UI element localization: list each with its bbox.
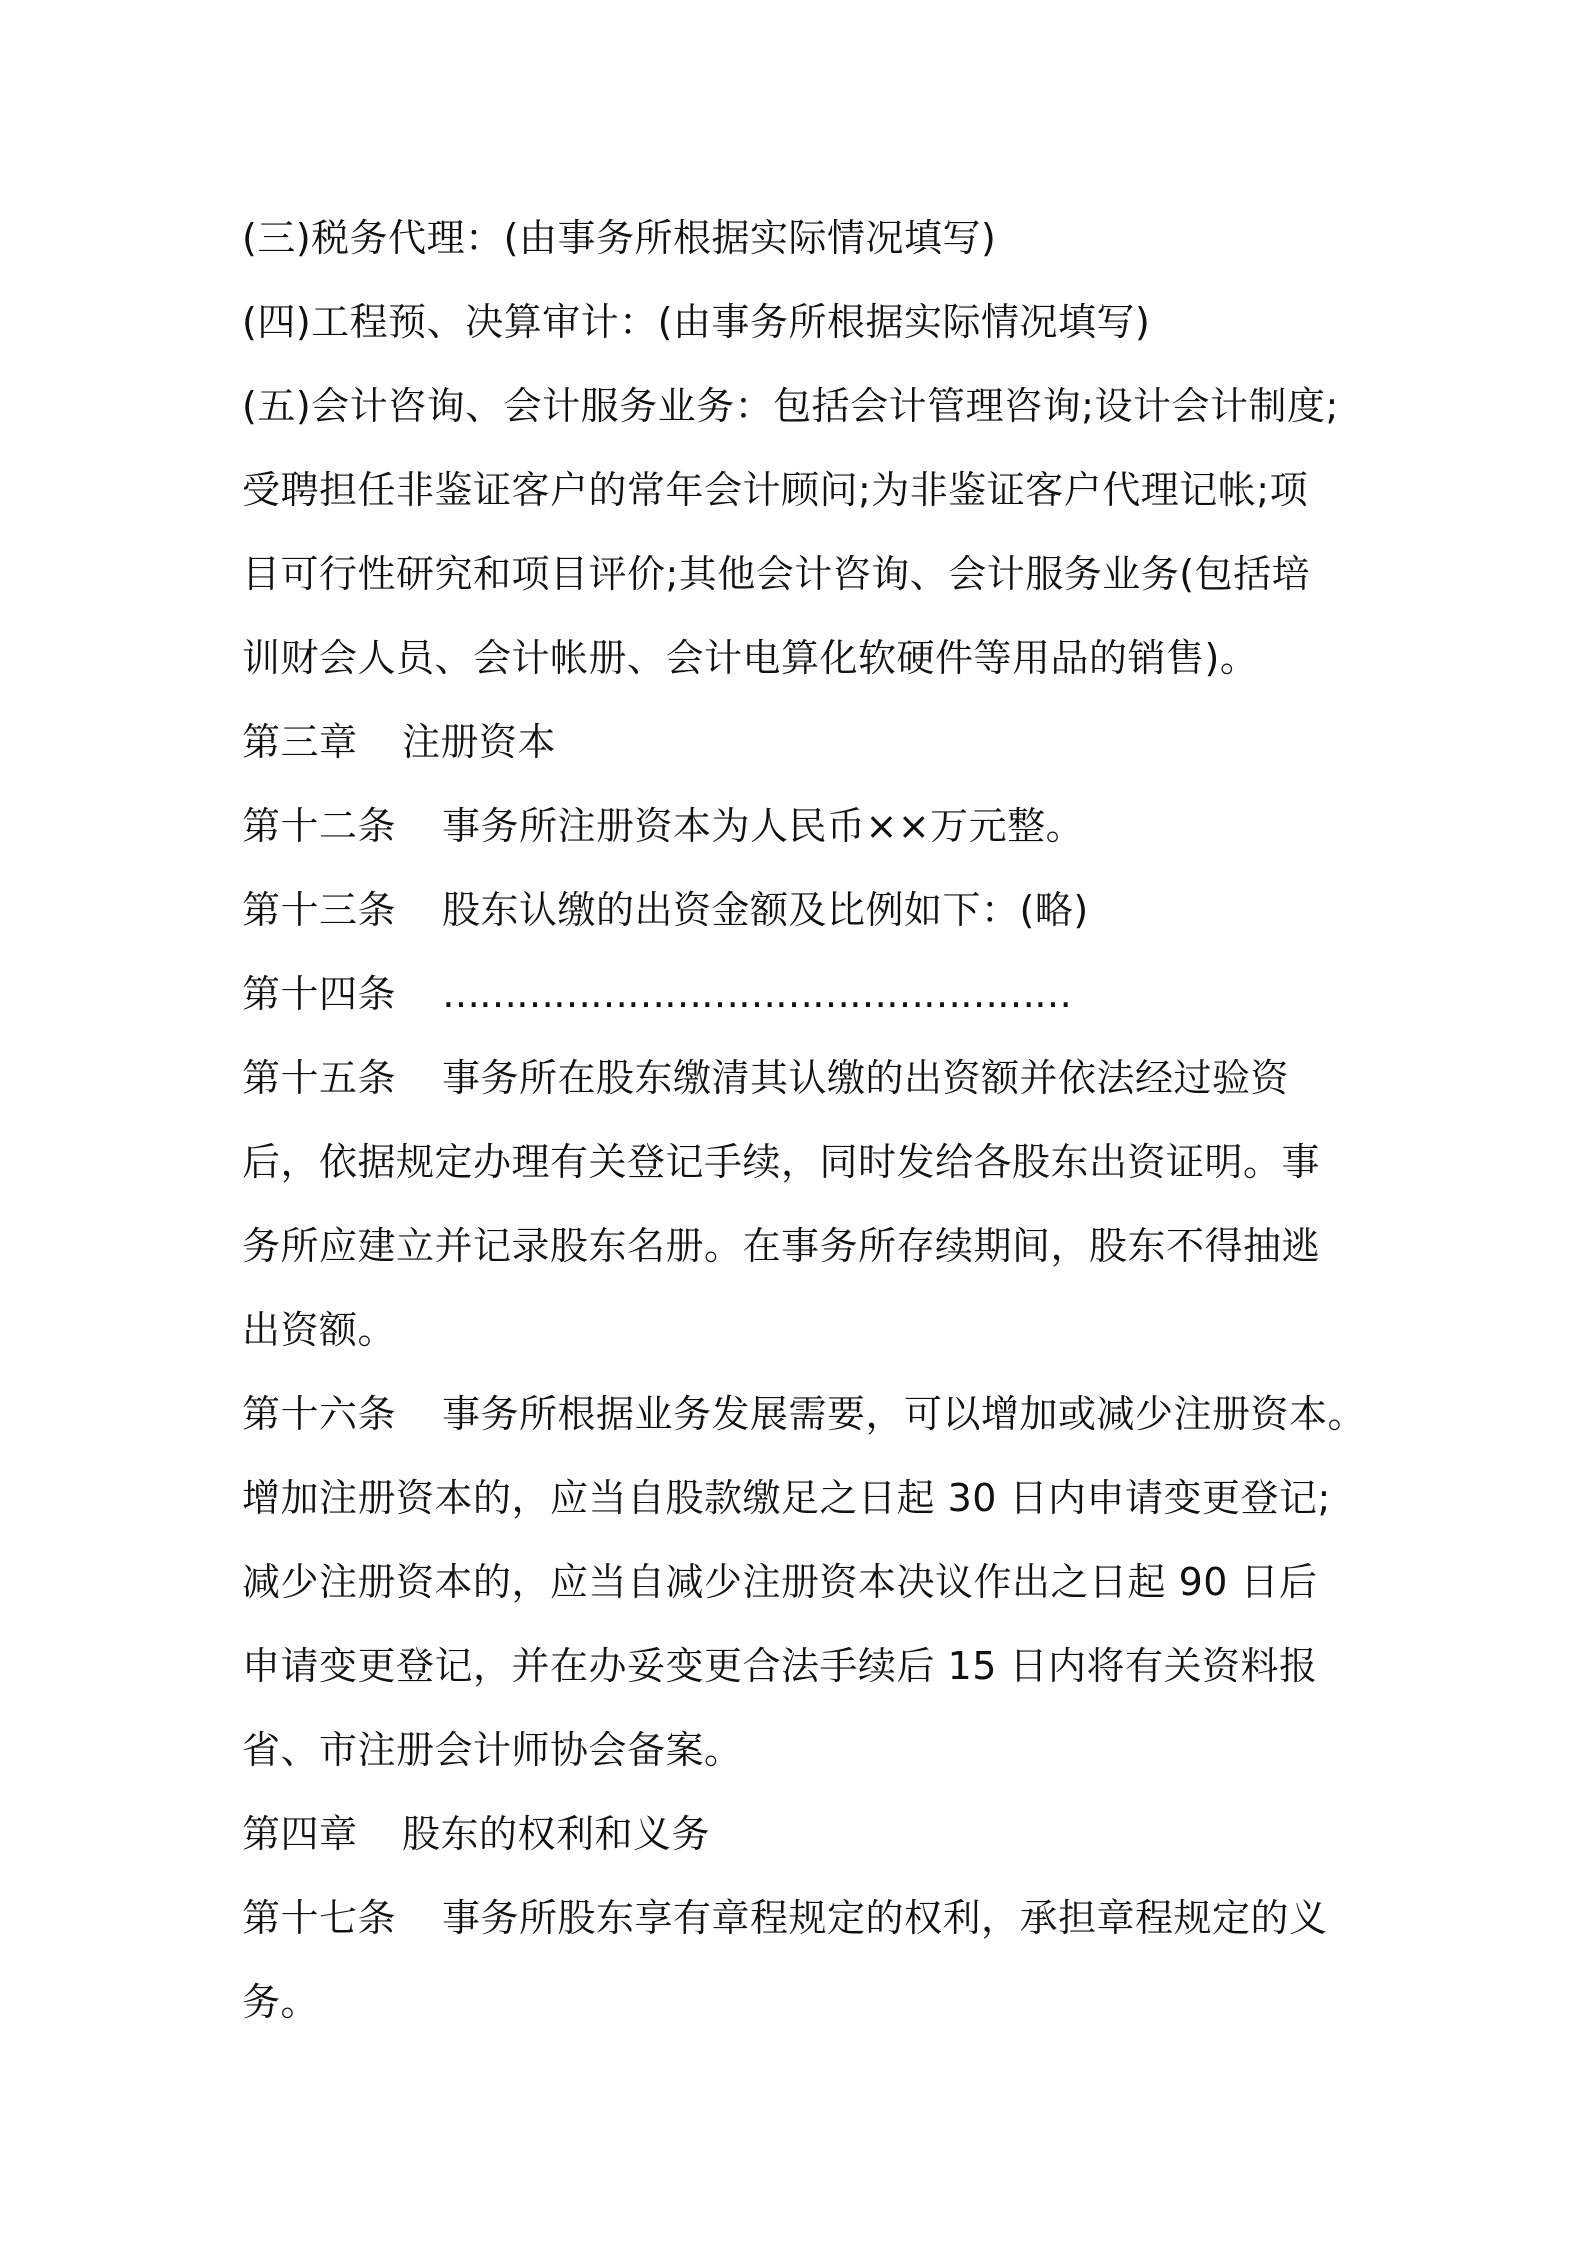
line-text: 务所应建立并记录股东名册。在事务所存续期间，股东不得抽逃 [242, 1224, 1321, 1268]
chapter-title: 注册资本 [402, 720, 557, 764]
chapter-title: 股东的权利和义务 [402, 1812, 711, 1856]
article-14 [242, 952, 1392, 1036]
article-number: 第十三条 [242, 888, 397, 932]
article-number: 第十四条 [242, 972, 397, 1016]
line-text: 增加注册资本的，应当自股款缴足之日起 30 日内申请变更登记; [242, 1476, 1331, 1520]
line-text: 出资额。 [242, 1308, 397, 1352]
paragraph-line [242, 1624, 1392, 1708]
article-17 [242, 1876, 1392, 1960]
clause-engineering-audit [242, 280, 1392, 364]
article-text: 事务所股东享有章程规定的权利，承担章程规定的义 [442, 1896, 1328, 1940]
line-text: 后，依据规定办理有关登记手续，同时发给各股东出资证明。事 [242, 1140, 1321, 1184]
line-text: 省、市注册会计师协会备案。 [242, 1728, 743, 1772]
paragraph-line [242, 1456, 1392, 1540]
article-text: 股东认缴的出资金额及比例如下：(略) [442, 888, 1089, 932]
line-text: (四)工程预、决算审计：(由事务所根据实际情况填写) [242, 300, 1151, 344]
line-text: (五)会计咨询、会计服务业务：包括会计管理咨询;设计会计制度; [242, 384, 1339, 428]
article-15 [242, 1036, 1392, 1120]
article-number: 第十二条 [242, 804, 397, 848]
chapter-number: 第三章 [242, 720, 358, 764]
article-16 [242, 1372, 1392, 1456]
article-text: 事务所注册资本为人民币××万元整。 [442, 804, 1085, 848]
paragraph-line [242, 616, 1392, 700]
article-ellipsis: …………………………………………… [442, 972, 1071, 1016]
line-text: 减少注册资本的，应当自减少注册资本决议作出之日起 90 日后 [242, 1560, 1318, 1604]
article-number: 第十六条 [242, 1392, 397, 1436]
article-number: 第十七条 [242, 1896, 397, 1940]
chapter-heading [242, 1792, 1392, 1876]
line-text: 受聘担任非鉴证客户的常年会计顾问;为非鉴证客户代理记帐;项 [242, 468, 1309, 512]
document-body [242, 196, 1392, 2044]
paragraph-line [242, 1708, 1392, 1792]
paragraph-line [242, 532, 1392, 616]
clause-accounting-consulting [242, 364, 1392, 448]
line-text: 训财会人员、会计帐册、会计电算化软硬件等用品的销售)。 [242, 636, 1259, 680]
line-text: (三)税务代理：(由事务所根据实际情况填写) [242, 216, 997, 260]
paragraph-line [242, 448, 1392, 532]
paragraph-line [242, 1120, 1392, 1204]
article-text: 事务所在股东缴清其认缴的出资额并依法经过验资 [442, 1056, 1290, 1100]
line-text: 目可行性研究和项目评价;其他会计咨询、会计服务业务(包括培 [242, 552, 1311, 596]
paragraph-line [242, 1960, 1392, 2044]
chapter-number: 第四章 [242, 1812, 358, 1856]
paragraph-line [242, 1288, 1392, 1372]
article-13 [242, 868, 1392, 952]
article-text: 事务所根据业务发展需要，可以增加或减少注册资本。 [442, 1392, 1367, 1436]
paragraph-line [242, 1204, 1392, 1288]
paragraph-line [242, 1540, 1392, 1624]
chapter-heading [242, 700, 1392, 784]
line-text: 申请变更登记，并在办妥变更合法手续后 15 日内将有关资料报 [242, 1644, 1318, 1688]
article-number: 第十五条 [242, 1056, 397, 1100]
article-12 [242, 784, 1392, 868]
line-text: 务。 [242, 1980, 320, 2024]
clause-tax-agency [242, 196, 1392, 280]
